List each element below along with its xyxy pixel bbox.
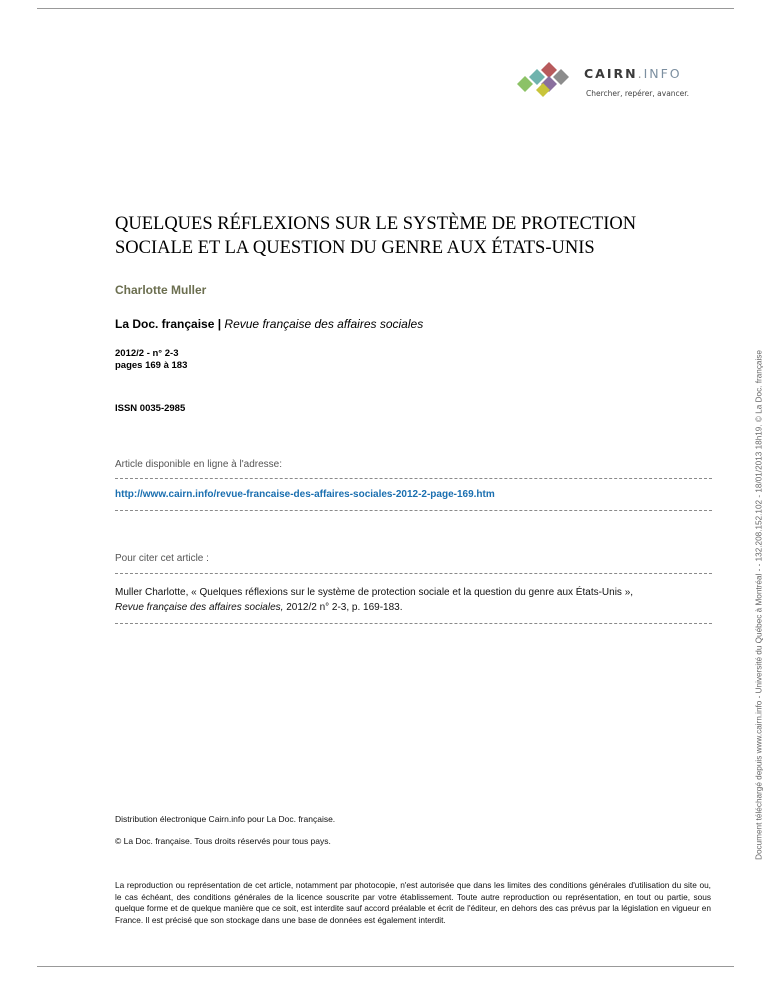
- publisher-line: [115, 317, 423, 331]
- copyright-note: © La Doc. française. Tous droits réservés pour tous pays.: [115, 836, 331, 846]
- cite-label: Pour citer cet article :: [115, 553, 209, 564]
- download-side-note: Document téléchargé depuis www.cairn.info - Université du Québec à Montréal - - 132.208.152.102 - 18/01/2013 18h19. © La Doc. française: [754, 350, 764, 860]
- cairn-tagline: Chercher, repérer, avancer.: [586, 89, 690, 98]
- journal-name: Revue française des affaires sociales: [224, 317, 424, 331]
- divider: [115, 510, 712, 511]
- page-range: pages 169 à 183: [115, 360, 188, 371]
- publisher-name: La Doc. française |: [115, 317, 222, 331]
- legal-notice: La reproduction ou représentation de cet article, notamment par photocopie, n'est autorisée que dans les limites des conditions générales d'utilisation du site ou, le cas échéant, des conditions générales de la licence souscrite par votre établissement. Toute autre reproduction ou représentation, en tout ou partie, sous quelque forme et de quelque manière que ce soit, est interdite sauf accord préalable et écrit de l'éditeur, en dehors des cas prévus par la législation en vigueur en France. Il est précisé que son stockage dans une base de données est également interdit.: [115, 880, 711, 925]
- issue-number: 2012/2 - n° 2-3: [115, 348, 179, 359]
- cairn-brand-name: CAIRN.INFO: [584, 66, 682, 81]
- online-label: Article disponible en ligne à l'adresse:: [115, 459, 283, 470]
- citation-details: 2012/2 n° 2-3, p. 169-183.: [283, 602, 403, 613]
- issn: ISSN 0035-2985: [115, 403, 186, 414]
- article-url-link[interactable]: http://www.cairn.info/revue-francaise-des-affaires-sociales-2012-2-page-169.htm: [115, 489, 495, 500]
- top-rule: [37, 8, 734, 9]
- divider: [115, 573, 712, 574]
- citation-journal: Revue française des affaires sociales,: [115, 602, 284, 613]
- article-author: Charlotte Muller: [115, 283, 207, 297]
- distribution-note: Distribution électronique Cairn.info pour La Doc. française.: [115, 814, 336, 824]
- cairn-logo-mark: [517, 62, 569, 97]
- bottom-rule: [37, 966, 734, 967]
- divider: [115, 478, 712, 479]
- divider: [115, 623, 712, 624]
- article-title: QUELQUES RÉFLEXIONS SUR LE SYSTÈME DE PROTECTION SOCIALE ET LA QUESTION DU GENRE AUX ÉTATS-UNIS: [115, 214, 637, 258]
- citation-text: Muller Charlotte, « Quelques réflexions sur le système de protection sociale et la question du genre aux États-Unis », Revue française des affaires sociales, 2012/2 n° 2-3, p. 169-183.: [115, 587, 634, 613]
